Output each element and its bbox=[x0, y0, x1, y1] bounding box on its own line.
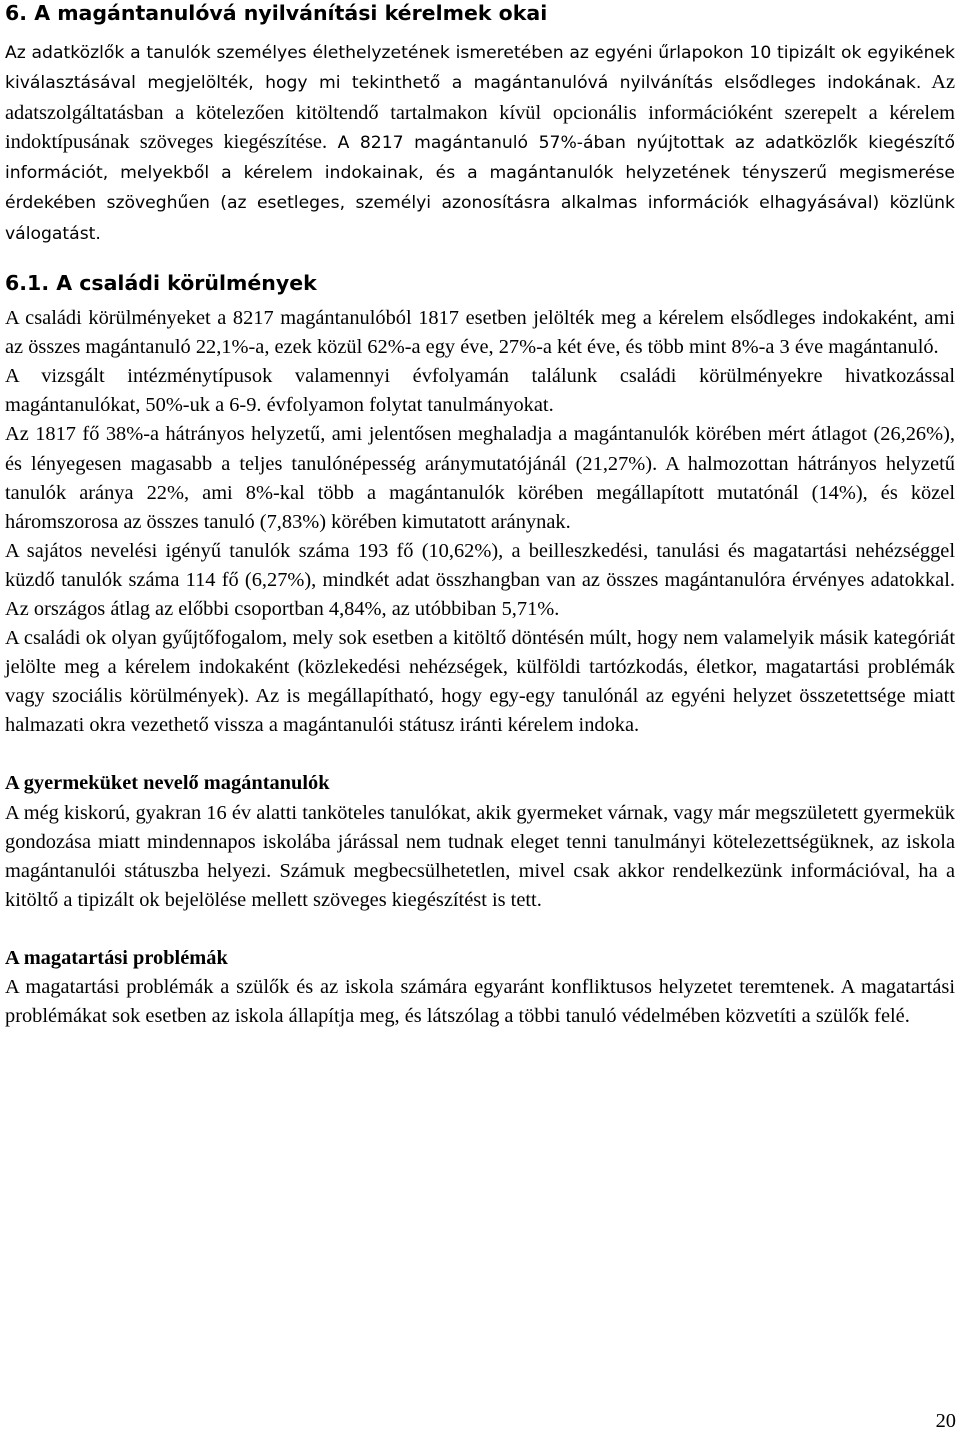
intro-text-part1: Az adatközlők a tanulók személyes élethelyzetének ismeretében az egyéni űrlapokon 10 tipizált ok egyikének kiválasztásával megjelölték, hogy mi tekinthető a magántanulóvá nyilvánítás elsődleges indokának. bbox=[5, 43, 955, 94]
block-text-behavior: A magatartási problémák a szülők és az iskola számára egyaránt konfliktusos helyzetet teremtenek. A magatartási problémákat sok esetben az iskola állapítja meg, és látszólag a többi tanuló védelmében közvetíti a szülők felé. bbox=[5, 976, 955, 1028]
paragraph-disadvantaged: Az 1817 fő 38%-a hátrányos helyzetű, ami jelentősen meghaladja a magántanulók körében mért átlagot (26,26%), és lényegesen magasabb a teljes tanulónépesség aránymutatójánál (21,27%). A halmozottan hátrányos helyzetű tanulók aránya 22%, ami 8%-kal több a magántanulók körében megállapított mutatónál (14%), és közel háromszorosa az összes tanuló (7,83%) körében kimutatott aránynak. bbox=[5, 423, 955, 533]
intro-paragraph bbox=[5, 38, 955, 249]
paragraph-family-circumstances: A családi körülményeket a 8217 magántanulóból 1817 esetben jelölték meg a kérelem elsődleges indokaként, ami az összes magántanuló 22,1%-a, ezek közül 62%-a egy éve, 27%-a két éve, és több mint 8%-a 3 éve magántanuló. bbox=[5, 307, 955, 359]
page-number: 20 bbox=[935, 1410, 956, 1432]
paragraph-collective-term: A családi ok olyan gyűjtőfogalom, mely sok esetben a kitöltő döntésén múlt, hogy nem valamelyik másik kategóriát jelölte meg a kérelem indokaként (közlekedési nehézségek, külföldi tartózkodás, életkor, magatartási problémák vagy szociális körülmények). Az is megállapítható, hogy egy-egy tanulónál az egyéni helyzet összetettsége miatt halmazati okra vezethető vissza a magántanulói státusz iránti kérelem indoka. bbox=[5, 627, 955, 737]
block-text-parents: A még kiskorú, gyakran 16 év alatti tanköteles tanulókat, akik gyermeket várnak, vagy már megszületett gyermekük gondozása miatt mindennapos iskolába járással nem tudnak eleget tenni tanulmányi kötelezettségüknek, az iskola magántanulói státuszba helyezi. Számuk megbecsülhetetlen, mivel csak akkor rendelkezünk információval, ha a kitöltő a tipizált ok bejelölése mellett szöveges kiegészítést is tett. bbox=[5, 801, 955, 911]
block-heading-parents: A gyermeküket nevelő magántanulók bbox=[5, 772, 330, 795]
subsection-heading: 6.1. A családi körülmények bbox=[5, 271, 317, 296]
document-page bbox=[5, 0, 955, 1031]
paragraph-special-needs: A sajátos nevelési igényű tanulók száma 193 fő (10,62%), a beilleszkedési, tanulási és magatartási nehézséggel küzdő tanulók száma 114 fő (6,27%), mindkét adat összhangban van az összes magántanulóra érvényes adatokkal. Az országos átlag az előbbi csoportban 4,84%, az utóbbiban 5,71%. bbox=[5, 539, 955, 621]
paragraph-grades: A vizsgált intézménytípusok valamennyi évfolyamán találunk családi körülményekre hivatkozással magántanulókat, 50%-uk a 6-9. évfolyamon folytat tanulmányokat. bbox=[5, 365, 955, 417]
intro-text-part2: Az adatszolgáltatásban a kötelezően kitöltendő tartalmakon kívül opcionális információként szerepelt a kérelem indoktípusának szöveges kiegészítése. bbox=[5, 71, 956, 153]
section-heading: 6. A magántanulóvá nyilvánítási kérelmek okai bbox=[5, 1, 548, 25]
block-heading-behavior: A magatartási problémák bbox=[5, 946, 228, 969]
intro-text-part3: A 8217 magántanuló 57%-ában nyújtottak az adatközlők kiegészítő információt, melyekből a kérelem indokainak, és a magántanulók helyzetének tényszerű megismerése érdekében szöveghűen (az esetleges, személyi azonosításra alkalmas információk elhagyásával) közlünk válogatást. bbox=[5, 132, 955, 244]
